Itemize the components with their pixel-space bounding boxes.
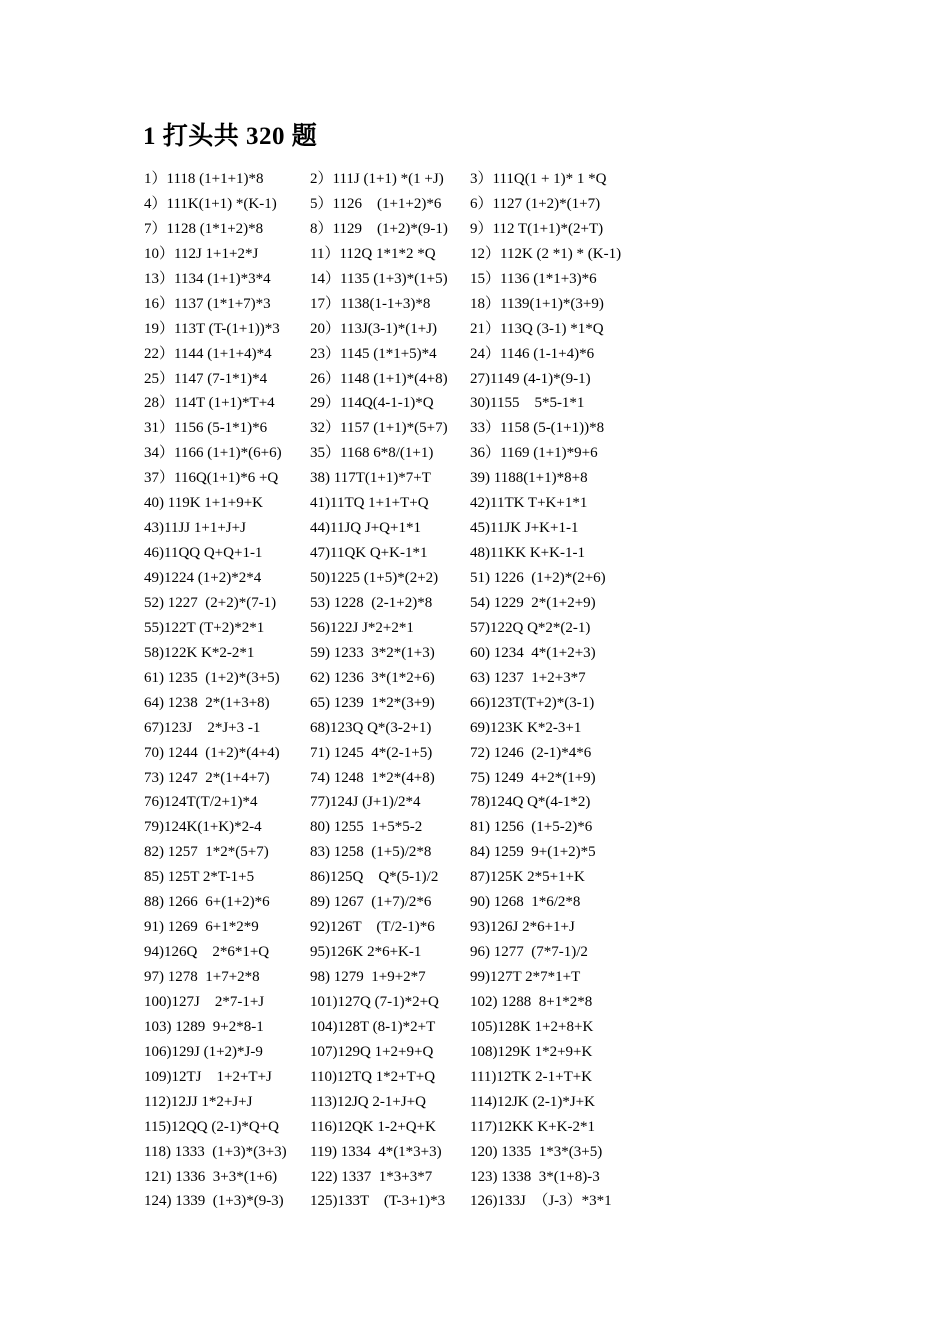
problem-entry: 94)126Q 2*6*1+Q (144, 944, 270, 961)
problem-entry: 120) 1335 1*3*(3+5) (470, 1143, 603, 1160)
problem-row (144, 492, 664, 517)
problem-entry: 124) 1339 (1+3)*(9-3) (144, 1193, 284, 1210)
problem-entry: 103) 1289 9+2*8-1 (144, 1018, 264, 1035)
problem-entry: 31）1156 (5-1*1)*6 (144, 420, 268, 437)
problem-entry: 88) 1266 6+(1+2)*6 (144, 894, 270, 911)
problem-entry: 1）1118 (1+1+1)*8 (144, 171, 264, 187)
problem-entry: 89) 1267 (1+7)/2*6 (310, 894, 432, 911)
problem-entry: 20）113J(3-1)*(1+J) (310, 320, 438, 337)
problem-entry: 35）1168 6*8/(1+1) (310, 445, 434, 462)
problem-row (144, 592, 664, 617)
problem-row (144, 767, 664, 792)
problem-entry: 85) 125T 2*T-1+5 (144, 869, 255, 886)
problem-entry: 5）1126 (1+1+2)*6 (310, 195, 442, 212)
problem-entry: 57)122Q Q*2*(2-1) (470, 619, 591, 636)
problem-row (144, 692, 664, 717)
problem-entry: 65) 1239 1*2*(3+9) (310, 694, 435, 711)
problem-row (144, 517, 664, 542)
problem-entry: 21）113Q (3-1) *1*Q (470, 320, 604, 337)
problem-entry: 42)11TK T+K+1*1 (470, 495, 588, 512)
problem-entry: 3）111Q(1 + 1)* 1 *Q (470, 171, 607, 187)
problem-entry: 54) 1229 2*(1+2+9) (470, 594, 596, 611)
problem-row (144, 1016, 664, 1041)
problem-row (144, 318, 664, 343)
problem-entry: 96) 1277 (7*7-1)/2 (470, 944, 588, 961)
problem-entry: 13）1134 (1+1)*3*4 (144, 270, 271, 287)
problem-entry: 79)124K(1+K)*2-4 (144, 819, 262, 836)
problem-list (144, 168, 664, 1215)
problem-entry: 45)11JK J+K+1-1 (470, 520, 579, 537)
problem-entry: 69)123K K*2-3+1 (470, 719, 582, 736)
problem-entry: 53) 1228 (2-1+2)*8 (310, 594, 433, 611)
problem-entry: 111)12TK 2-1+T+K (470, 1068, 593, 1085)
problem-row (144, 1116, 664, 1141)
problem-entry: 46)11QQ Q+Q+1-1 (144, 545, 263, 562)
problem-entry: 30)1155 5*5-1*1 (470, 395, 585, 412)
problem-row (144, 467, 664, 492)
problem-entry: 17）1138(1-1+3)*8 (310, 295, 431, 312)
problem-entry: 80) 1255 1+5*5-2 (310, 819, 423, 836)
problem-entry: 44)11JQ J+Q+1*1 (310, 520, 421, 537)
problem-entry: 123) 1338 3*(1+8)-3 (470, 1168, 600, 1185)
problem-entry: 77)124J (J+1)/2*4 (310, 794, 421, 811)
problem-entry: 116)12QK 1-2+Q+K (310, 1118, 436, 1135)
problem-row (144, 866, 664, 891)
problem-entry: 108)129K 1*2+9+K (470, 1043, 593, 1060)
problem-entry: 29）114Q(4-1-1)*Q (310, 395, 434, 412)
problem-row (144, 1166, 664, 1191)
problem-entry: 12）112K (2 *1) * (K-1) (470, 245, 622, 262)
problem-entry: 41)11TQ 1+1+T+Q (310, 495, 429, 512)
problem-entry: 93)126J 2*6+1+J (470, 919, 575, 936)
problem-entry: 68)123Q Q*(3-2+1) (310, 719, 432, 736)
problem-row (144, 1066, 664, 1091)
problem-entry: 75) 1249 4+2*(1+9) (470, 769, 596, 786)
problem-entry: 118) 1333 (1+3)*(3+3) (144, 1143, 287, 1160)
problem-entry: 56)122J J*2+2*1 (310, 619, 414, 636)
problem-entry: 104)128T (8-1)*2+T (310, 1018, 436, 1035)
problem-entry: 27)1149 (4-1)*(9-1) (470, 370, 591, 387)
problem-entry: 86)125Q Q*(5-1)/2 (310, 869, 439, 886)
problem-entry: 115)12QQ (2-1)*Q+Q (144, 1118, 279, 1135)
problem-entry: 67)123J 2*J+3 -1 (144, 719, 261, 736)
problem-row (144, 1190, 664, 1215)
problem-entry: 48)11KK K+K-1-1 (470, 545, 585, 562)
problem-entry: 78)124Q Q*(4-1*2) (470, 794, 591, 811)
problem-row (144, 567, 664, 592)
problem-entry: 83) 1258 (1+5)/2*8 (310, 844, 432, 861)
problem-entry: 126)133J （J-3）*3*1 (470, 1193, 612, 1210)
problem-entry: 14）1135 (1+3)*(1+5) (310, 270, 448, 287)
problem-row (144, 717, 664, 742)
problem-entry: 37）116Q(1+1)*6 +Q (144, 470, 279, 487)
problem-row (144, 542, 664, 567)
problem-entry: 63) 1237 1+2+3*7 (470, 669, 586, 686)
problem-entry: 70) 1244 (1+2)*(4+4) (144, 744, 280, 761)
problem-entry: 32）1157 (1+1)*(5+7) (310, 420, 448, 437)
problem-entry: 95)126K 2*6+K-1 (310, 944, 422, 961)
problem-entry: 59) 1233 3*2*(1+3) (310, 644, 435, 661)
problem-entry: 91) 1269 6+1*2*9 (144, 919, 259, 936)
problem-row (144, 991, 664, 1016)
problem-entry: 43)11JJ 1+1+J+J (144, 520, 246, 537)
problem-entry: 23）1145 (1*1+5)*4 (310, 345, 437, 362)
problem-entry: 106)129J (1+2)*J-9 (144, 1043, 263, 1060)
problem-entry: 64) 1238 2*(1+3+8) (144, 694, 270, 711)
problem-entry: 112)12JJ 1*2+J+J (144, 1093, 253, 1110)
problem-entry: 22）1144 (1+1+4)*4 (144, 345, 272, 362)
problem-entry: 34）1166 (1+1)*(6+6) (144, 445, 282, 462)
problem-entry: 4）111K(1+1) *(K-1) (144, 195, 277, 212)
problem-row (144, 841, 664, 866)
problem-entry: 98) 1279 1+9+2*7 (310, 969, 426, 985)
problem-entry: 10）112J 1+1+2*J (144, 245, 259, 262)
problem-entry: 87)125K 2*5+1+K (470, 869, 585, 886)
problem-entry: 101)127Q (7-1)*2+Q (310, 993, 439, 1010)
problem-row (144, 916, 664, 941)
problem-row (144, 243, 664, 268)
problem-row (144, 642, 664, 667)
problem-row (144, 667, 664, 692)
problem-row (144, 218, 664, 243)
problem-entry: 107)129Q 1+2+9+Q (310, 1043, 434, 1060)
problem-entry: 119) 1334 4*(1*3+3) (310, 1143, 442, 1160)
problem-entry: 24）1146 (1-1+4)*6 (470, 345, 595, 362)
problem-row (144, 343, 664, 368)
problem-row (144, 1141, 664, 1166)
problem-entry: 66)123T(T+2)*(3-1) (470, 694, 595, 711)
problem-entry: 125)133T (T-3+1)*3 (310, 1193, 446, 1210)
problem-entry: 11）112Q 1*1*2 *Q (310, 245, 436, 262)
problem-row (144, 791, 664, 816)
problem-row (144, 742, 664, 767)
problem-entry: 82) 1257 1*2*(5+7) (144, 844, 269, 861)
problem-entry: 18）1139(1+1)*(3+9) (470, 295, 604, 312)
problem-entry: 114)12JK (2-1)*J+K (470, 1093, 595, 1110)
problem-entry: 76)124T(T/2+1)*4 (144, 794, 258, 811)
problem-entry: 100)127J 2*7-1+J (144, 993, 265, 1010)
problem-entry: 117)12KK K+K-2*1 (470, 1118, 595, 1135)
problem-entry: 15）1136 (1*1+3)*6 (470, 270, 597, 287)
problem-entry: 52) 1227 (2+2)*(7-1) (144, 594, 277, 611)
problem-entry: 122) 1337 1*3+3*7 (310, 1168, 433, 1185)
page-title: 1 打头共 320 题 (143, 123, 318, 150)
problem-entry: 19）113T (T-(1+1))*3 (144, 320, 280, 337)
problem-entry: 33）1158 (5-(1+1))*8 (470, 420, 605, 437)
problem-entry: 6）1127 (1+2)*(1+7) (470, 195, 601, 212)
problem-entry: 110)12TQ 1*2+T+Q (310, 1068, 436, 1085)
problem-entry: 7）1128 (1*1+2)*8 (144, 220, 264, 237)
problem-row (144, 816, 664, 841)
problem-entry: 38) 117T(1+1)*7+T (310, 470, 431, 487)
problem-entry: 25）1147 (7-1*1)*4 (144, 370, 268, 387)
problem-row (144, 891, 664, 916)
problem-row (144, 193, 664, 218)
problem-row (144, 293, 664, 318)
problem-entry: 49)1224 (1+2)*2*4 (144, 570, 262, 586)
problem-row (144, 966, 664, 991)
problem-entry: 26）1148 (1+1)*(4+8) (310, 370, 448, 387)
problem-entry: 40) 119K 1+1+9+K (144, 495, 263, 512)
problem-entry: 105)128K 1+2+8+K (470, 1018, 594, 1035)
problem-entry: 81) 1256 (1+5-2)*6 (470, 819, 593, 836)
problem-entry: 2）111J (1+1) *(1 +J) (310, 171, 444, 187)
problem-entry: 39) 1188(1+1)*8+8 (470, 470, 588, 487)
problem-entry: 99)127T 2*7*1+T (470, 969, 581, 985)
problem-row (144, 417, 664, 442)
problem-row (144, 368, 664, 393)
problem-entry: 62) 1236 3*(1*2+6) (310, 669, 435, 686)
problem-entry: 36）1169 (1+1)*9+6 (470, 445, 598, 462)
problem-entry: 71) 1245 4*(2-1+5) (310, 744, 433, 761)
problem-entry: 61) 1235 (1+2)*(3+5) (144, 669, 280, 686)
problem-entry: 55)122T (T+2)*2*1 (144, 619, 265, 636)
problem-entry: 73) 1247 2*(1+4+7) (144, 769, 270, 786)
problem-entry: 97) 1278 1+7+2*8 (144, 969, 260, 985)
problem-entry: 109)12TJ 1+2+T+J (144, 1068, 272, 1085)
problem-entry: 9）112 T(1+1)*(2+T) (470, 220, 604, 237)
problem-entry: 28）114T (1+1)*T+4 (144, 395, 275, 412)
problem-entry: 16）1137 (1*1+7)*3 (144, 295, 271, 312)
problem-row (144, 1091, 664, 1116)
problem-entry: 51) 1226 (1+2)*(2+6) (470, 570, 606, 586)
problem-row (144, 392, 664, 417)
problem-entry: 121) 1336 3+3*(1+6) (144, 1168, 278, 1185)
problem-entry: 47)11QK Q+K-1*1 (310, 545, 428, 562)
problem-entry: 58)122K K*2-2*1 (144, 644, 255, 661)
problem-row (144, 442, 664, 467)
problem-row (144, 268, 664, 293)
problem-entry: 60) 1234 4*(1+2+3) (470, 644, 596, 661)
problem-entry: 113)12JQ 2-1+J+Q (310, 1093, 426, 1110)
problem-entry: 90) 1268 1*6/2*8 (470, 894, 581, 911)
problem-row (144, 1041, 664, 1066)
problem-row (144, 617, 664, 642)
problem-entry: 74) 1248 1*2*(4+8) (310, 769, 435, 786)
problem-row (144, 941, 664, 966)
problem-entry: 84) 1259 9+(1+2)*5 (470, 844, 596, 861)
problem-entry: 50)1225 (1+5)*(2+2) (310, 570, 439, 586)
problem-entry: 92)126T (T/2-1)*6 (310, 919, 435, 936)
problem-entry: 8）1129 (1+2)*(9-1) (310, 220, 448, 237)
problem-entry: 102) 1288 8+1*2*8 (470, 993, 593, 1010)
problem-entry: 72) 1246 (2-1)*4*6 (470, 744, 592, 761)
problem-row (144, 168, 664, 193)
